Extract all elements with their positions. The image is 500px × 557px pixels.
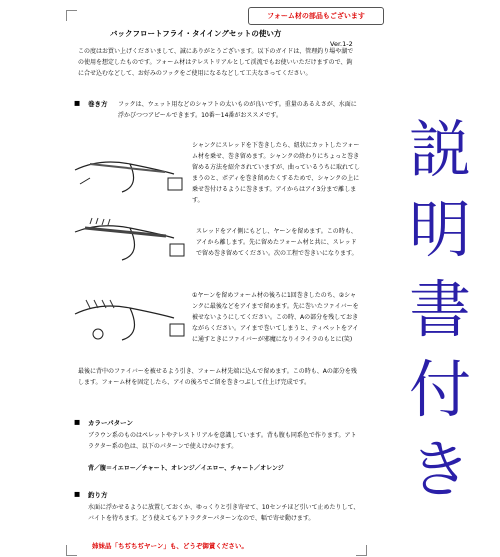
figure-step-2 <box>70 210 190 270</box>
side-label-char: き <box>408 433 471 506</box>
side-label-char: 付 <box>408 353 471 426</box>
side-label-char: 書 <box>408 273 471 346</box>
fishing-method-text: 水面に浮かせるように放置しておくか、ゆっくりと引き寄せて、10センチほど引いて止めたりして、バイトを待ちます。どう使えてもアトラクターパターンなので、幅で寄せ動けます。 <box>88 504 360 522</box>
tying-step-3-text: ①ヤーンを留めフォーム材の後ろに1回巻きしたのち、②シャンクに最後などをアイまで留めます。先に巻いたファイバーを被せないようにしてください。この時、Aの部分を残しておきながらください。アイまで巻いてしまうと、ティペットをアイに通すときにファイバーが邪魔になりイライラのもとに(笑) <box>192 292 359 343</box>
color-combinations: 背／腹＝イエロー／チャート、オレンジ／イエロー、チャート／オレンジ <box>88 465 284 472</box>
side-label-char: 説 <box>408 113 471 186</box>
intro-paragraph: この度はお買い上げくださいまして、誠にありがとうございます。以下のガイドは、管理釣り場や湖での使用を想定したものです。フォーム材はテレストリアルとして渓流でもお使いいただけますので、鉤に合せ込むなどして、お好みのフックをご使用になるなどして工夫なさってください。 <box>78 48 354 77</box>
side-label-manual-included <box>400 110 480 510</box>
crop-mark <box>66 10 77 21</box>
section-bullet: ■ <box>74 418 81 426</box>
tying-lead-text: フックは、ウェット用などのシャフトの太いものが良いです。重量のあるえさが、水面に浮かびつつアピールできます。10番～14番がおススメです。 <box>118 101 357 119</box>
section-bullet: ■ <box>74 490 81 498</box>
version-label: Ver.1-2 <box>330 40 353 48</box>
figure-step-3 <box>70 286 190 352</box>
crop-mark <box>356 545 367 556</box>
figure-step-1 <box>70 140 190 200</box>
document-title: バックフロートフライ・タイイングセットの使い方 <box>110 29 282 38</box>
notice-box: フォーム材の部品もございます <box>248 7 384 25</box>
side-label-char: 明 <box>408 193 471 266</box>
tying-step-2-text: スレッドをアイ側にもどし、ヤーンを留めます。この時も、アイから離します。先に留めたフォーム材と共に、スレッドで留め巻き留めてください。次の工程で巻きいになります。 <box>196 228 358 257</box>
color-pattern-text: ブラウン系のものはペレットやテレストリアルを意識しています。背も腹も同系色で作ります。アトラクター系の色は、以下のパターンで使えけかけます。 <box>88 432 357 450</box>
section-title-color: カラーパターン <box>88 419 134 427</box>
tying-step-1-text: シャンクにスレッドを下巻きしたら、紐状にカットしたフォーム材を乗せ、巻き留めます。シャンクの終わりにちょっと巻き留める方法を紹介されていますが、曲っているうちに取れてしまうのと、ボディを巻き留めたくするためで、シャンクの上に乗せ巻付けるように巻きます。アイからはアイ3分まで離します。 <box>192 142 361 204</box>
section-title-tying: 巻き方 <box>88 100 108 108</box>
crop-mark <box>66 545 77 556</box>
tying-step-4-text: 最後に背中のファイバーを被せるよう引き、フォーム材先端に込んで留めます。この時も、Aの部分を残します。フォーム材を固定したら、アイの後ろでご留を巻きつぶして仕上げ完成です。 <box>78 368 357 386</box>
section-bullet: ■ <box>74 99 81 107</box>
footer-note: 姉妹品「ちぢちぢヤーン」も、どうぞ御賞ください。 <box>92 542 248 550</box>
section-title-fishing: 釣り方 <box>88 491 108 499</box>
